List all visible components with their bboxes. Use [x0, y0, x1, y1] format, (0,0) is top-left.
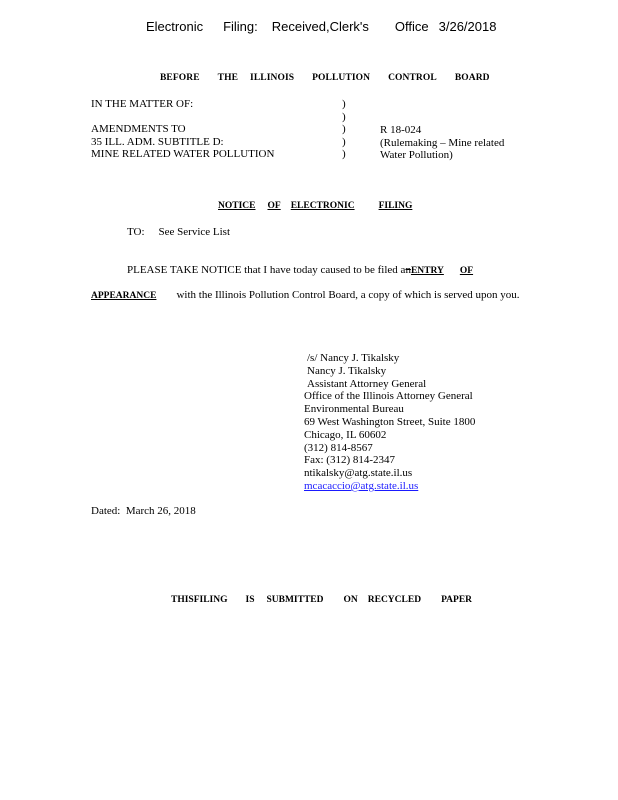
street-address: 69 West Washington Street, Suite 1800	[304, 415, 476, 428]
dated-value: March 26, 2018	[125, 505, 196, 517]
case-number: R 18-024	[380, 124, 422, 136]
fax-number: Fax: (312) 814-2347	[304, 454, 396, 467]
notice-title	[218, 201, 420, 211]
dated-label: Dated:	[91, 505, 121, 517]
signature-block	[304, 352, 475, 493]
email-secondary-link[interactable]: mcacaccio@atg.state.il.us	[304, 479, 419, 492]
office-name: Office of the Illinois Attorney General	[304, 390, 473, 403]
caption-paren: )	[342, 135, 346, 148]
stamp-part-filing: Filing:	[223, 19, 258, 34]
caption-paren: )	[342, 110, 346, 123]
signature: /s/ Nancy J. Tikalsky	[307, 352, 400, 364]
caption-paren: )	[342, 98, 346, 110]
caption-right-line: Water Pollution)	[380, 149, 453, 161]
notice-body-text: PLEASE TAKE NOTICE that I have today caused to be filed a	[127, 264, 406, 276]
city-state-zip: Chicago, IL 60602	[304, 428, 387, 441]
footer-word: ON	[343, 595, 358, 605]
document-type-word: OF	[459, 266, 474, 276]
notice-body-line-1	[127, 264, 473, 276]
stamp-part-received: Received,Clerk's	[271, 19, 369, 34]
notice-title-word: ELECTRONIC	[290, 201, 355, 211]
board-title-word: THE	[217, 73, 239, 83]
signer-title: Assistant Attorney General	[307, 377, 427, 390]
notice-title-word: FILING	[378, 201, 413, 211]
bureau-name: Environmental Bureau	[304, 403, 404, 416]
caption-paren: )	[342, 123, 346, 135]
phone-number: (312) 814-8567	[304, 441, 373, 454]
board-title-word: ILLINOIS	[250, 73, 295, 83]
footer-word: THISFILING	[171, 595, 228, 605]
caption-line: IN THE MATTER OF:	[91, 98, 194, 110]
footer-word: RECYCLED	[367, 595, 422, 605]
board-title	[160, 73, 490, 83]
stamp-part-electronic: Electronic	[146, 19, 204, 34]
caption-right-line: (Rulemaking – Mine related	[380, 136, 505, 149]
document-type	[411, 266, 473, 276]
notice-title-word: NOTICE	[218, 201, 256, 211]
board-title-word: BOARD	[454, 73, 490, 83]
document-type-continued: APPEARANCE	[91, 291, 157, 301]
to-line	[127, 226, 230, 238]
email-primary: ntikalsky@atg.state.il.us	[304, 467, 413, 480]
board-title-word: POLLUTION	[312, 73, 371, 83]
notice-body-text: with the Illinois Pollution Control Board, a copy of which is served upon you.	[176, 289, 520, 301]
notice-title-word: OF	[267, 201, 281, 211]
footer-word: SUBMITTED	[266, 595, 324, 605]
caption-line	[91, 111, 274, 124]
caption-line: AMENDMENTS TO	[91, 123, 186, 135]
board-title-word: BEFORE	[160, 73, 200, 83]
dated-line	[91, 505, 196, 517]
caption-left	[91, 98, 274, 161]
stamp-date: 3/26/2018	[438, 19, 497, 34]
caption-right	[380, 124, 504, 162]
document-type-word: ENTRY	[410, 266, 444, 276]
caption-line: MINE RELATED WATER POLLUTION	[91, 148, 275, 160]
recycled-paper-footer	[171, 595, 472, 605]
caption-parens	[342, 98, 346, 161]
efiling-stamp	[146, 19, 496, 34]
signer-name: Nancy J. Tikalsky	[307, 364, 387, 377]
to-value: See Service List	[158, 226, 231, 238]
board-title-word: CONTROL	[388, 73, 437, 83]
footer-word: PAPER	[441, 595, 473, 605]
notice-body-line-2	[91, 289, 520, 301]
caption-line: 35 ILL. ADM. SUBTITLE D:	[91, 135, 224, 148]
to-label: TO:	[127, 226, 145, 238]
struck-text: n	[405, 264, 411, 276]
footer-word: IS	[245, 595, 255, 605]
caption-paren: )	[342, 148, 346, 160]
stamp-part-office: Office	[394, 19, 429, 34]
